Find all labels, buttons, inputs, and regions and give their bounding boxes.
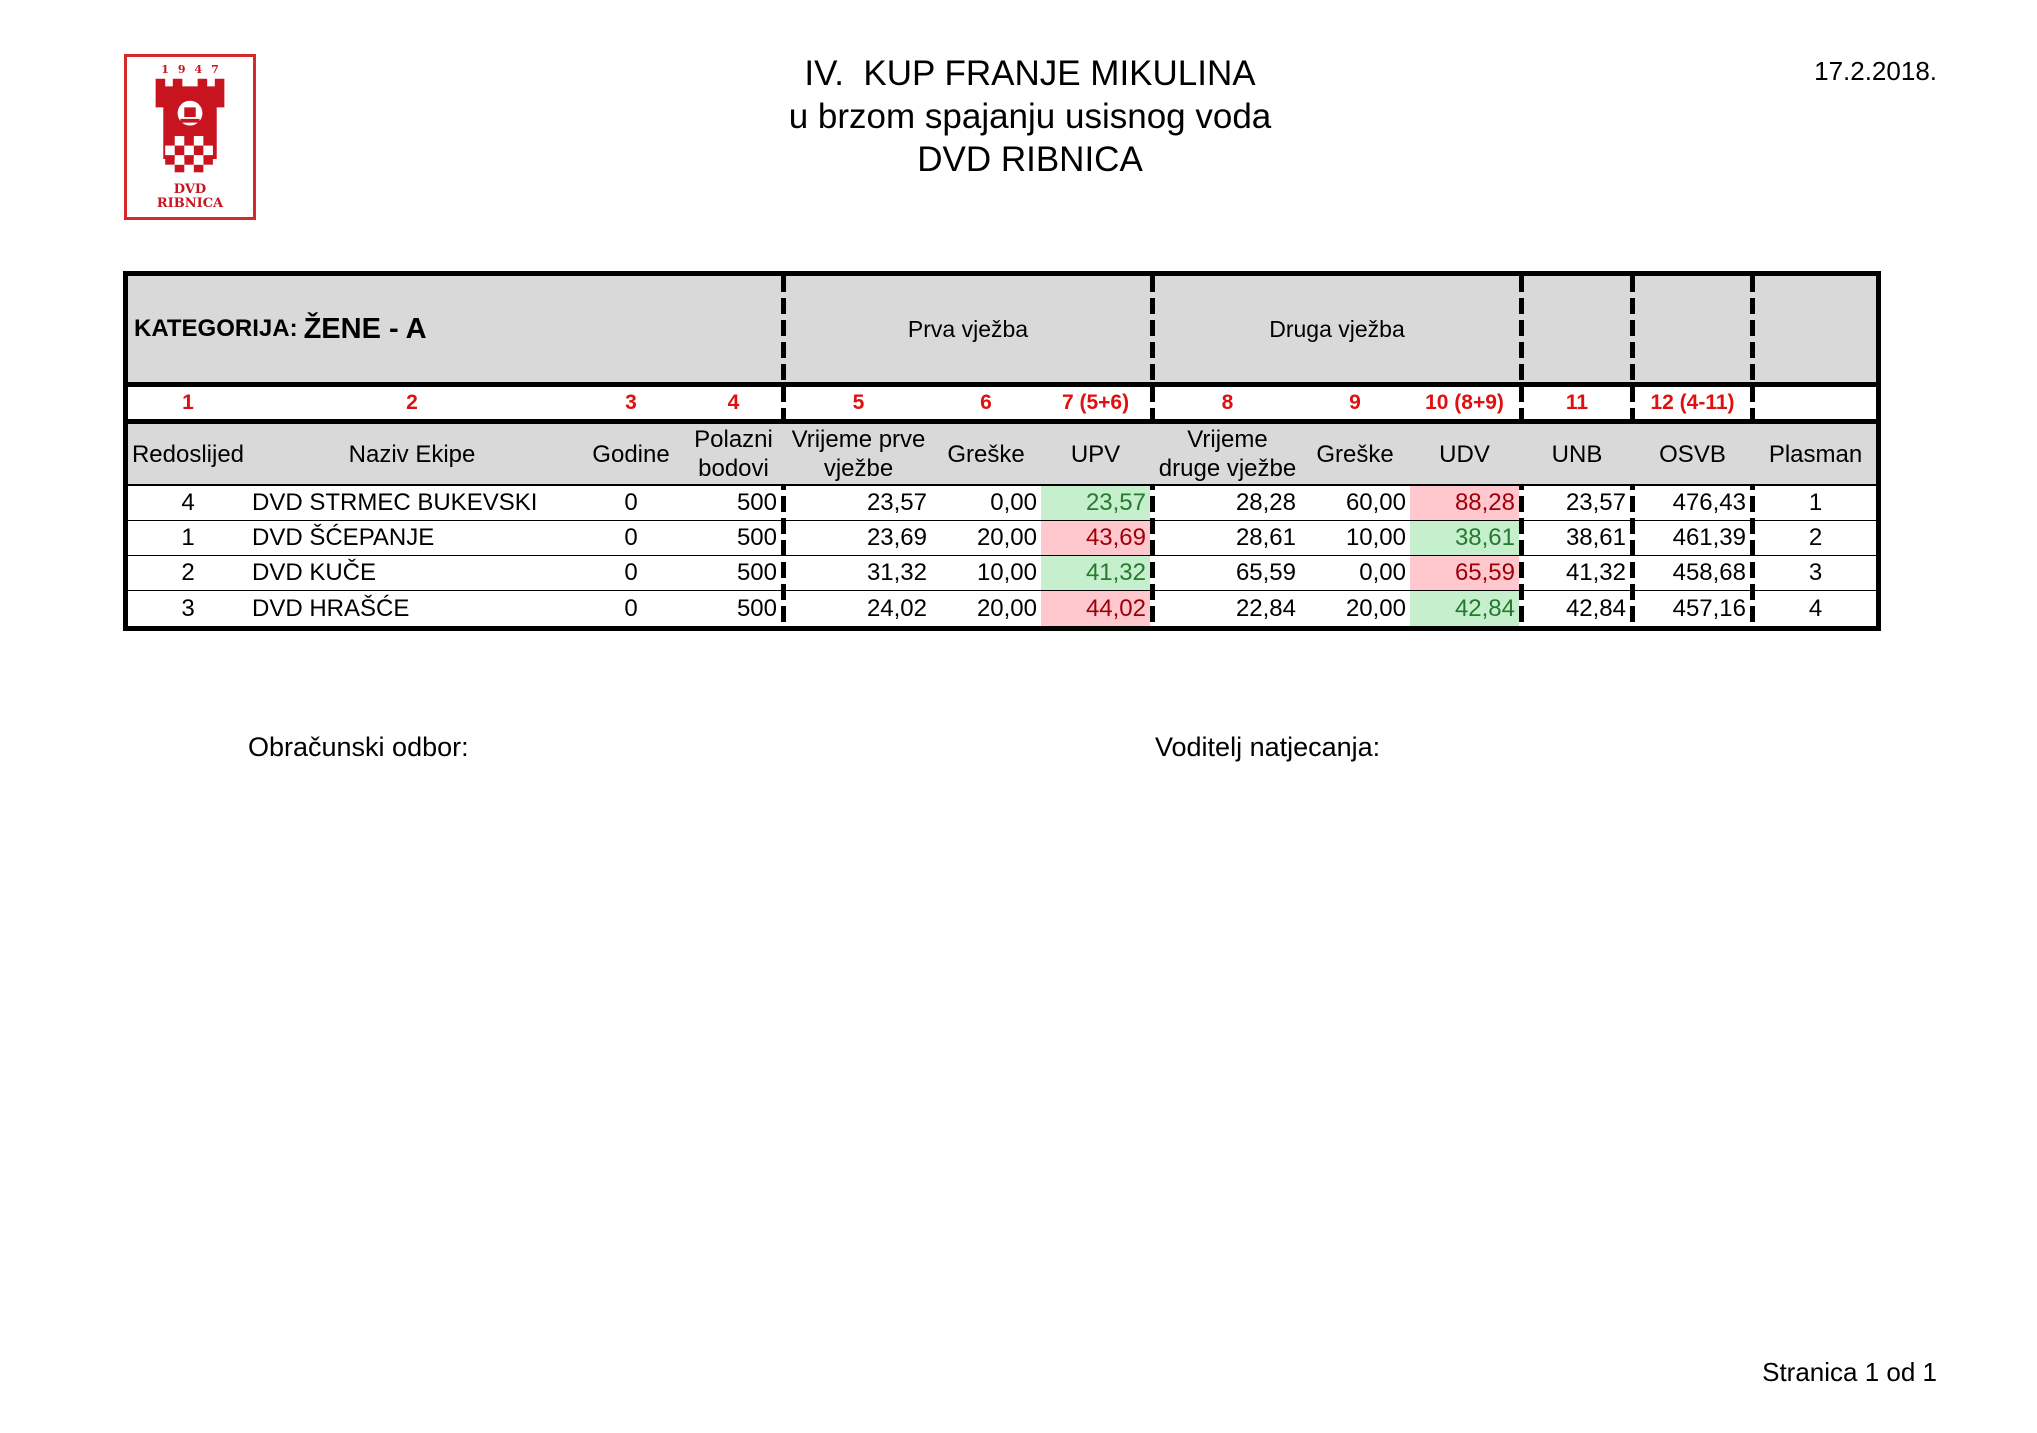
cell-vrijeme2: 28,61 (1235, 524, 1296, 551)
cell-vrijeme2: 65,59 (1235, 559, 1296, 586)
title-line3: DVD RIBNICA (917, 140, 1143, 179)
cell-vrijeme1: 24,02 (866, 594, 927, 622)
col-number-5: 5 (852, 391, 865, 414)
header-naziv-ekipe: Naziv Ekipe (348, 440, 476, 468)
header-udv: UDV (1439, 440, 1490, 468)
cell-greske1: 20,00 (976, 524, 1037, 551)
cell-upv: 44,02 (1041, 591, 1150, 626)
cell-udv: 38,61 (1410, 521, 1519, 555)
col-number-10: 10 (8+9) (1425, 391, 1504, 414)
header-unb: UNB (1551, 440, 1603, 468)
cell-polazni: 500 (736, 489, 777, 516)
cell-osvb: 476,43 (1672, 489, 1746, 516)
cell-vrijeme1: 23,57 (866, 489, 927, 516)
page-number: Stranica 1 od 1 (1762, 1357, 1937, 1387)
cell-upv: 41,32 (1041, 556, 1150, 590)
category-value: ŽENE - A (303, 312, 427, 345)
cell-osvb: 461,39 (1672, 524, 1746, 551)
cell-udv: 65,59 (1410, 556, 1519, 590)
cell-udv: 88,28 (1410, 486, 1519, 520)
header-greske-2: Greške (1316, 440, 1394, 468)
header-greske-1: Greške (947, 440, 1025, 468)
cell-redoslijed: 1 (181, 524, 195, 551)
results-table (123, 271, 1881, 631)
title-line1: IV. KUP FRANJE MIKULINA (804, 54, 1256, 93)
cell-unb: 42,84 (1565, 594, 1626, 622)
cell-udv: 42,84 (1410, 591, 1519, 626)
cell-vrijeme1: 23,69 (866, 524, 927, 551)
header-vrijeme-druge-line1: Vrijeme (1187, 426, 1268, 453)
col-number-7: 7 (5+6) (1061, 391, 1130, 414)
col-number-12: 12 (4-11) (1650, 391, 1735, 414)
cell-godine: 0 (624, 594, 638, 622)
cell-vrijeme2: 28,28 (1235, 489, 1296, 516)
cell-godine: 0 (624, 524, 638, 551)
category (128, 276, 778, 382)
cell-greske1: 0,00 (990, 489, 1037, 516)
logo-name-line2: RIBNICA (156, 196, 224, 211)
cell-naziv: DVD KUČE (252, 559, 377, 586)
cell-greske2: 10,00 (1345, 524, 1406, 551)
cell-upv: 23,57 (1041, 486, 1150, 520)
title-line2: u brzom spajanju usisnog voda (788, 97, 1272, 136)
category-label: KATEGORIJA: (134, 315, 298, 342)
cell-plasman: 4 (1808, 594, 1823, 622)
cell-polazni: 500 (736, 594, 777, 622)
group-druga-vjezba: Druga vježba (1269, 315, 1405, 342)
cell-naziv: DVD STRMEC BUKEVSKI (252, 489, 538, 516)
col-number-4: 4 (727, 391, 740, 414)
header-polazni-bodovi (686, 424, 781, 484)
cell-polazni: 500 (736, 559, 777, 586)
document-title (600, 52, 1460, 181)
cell-naziv: DVD HRAŠĆE (252, 594, 410, 622)
col-number-2: 2 (406, 391, 418, 414)
cell-osvb: 457,16 (1672, 594, 1746, 622)
col-number-3: 3 (625, 391, 637, 414)
cell-unb: 38,61 (1565, 524, 1626, 551)
header-vrijeme-druge-line2: druge vježbe (1158, 455, 1297, 482)
header-plasman: Plasman (1768, 440, 1863, 468)
cell-unb: 23,57 (1565, 489, 1626, 516)
header-godine: Godine (592, 440, 670, 468)
cell-greske2: 60,00 (1345, 489, 1406, 516)
cell-unb: 41,32 (1565, 559, 1626, 586)
cell-greske2: 0,00 (1359, 559, 1406, 586)
header-polazni-line1: Polazni (694, 426, 773, 453)
header-vrijeme-prve (786, 424, 931, 484)
cell-polazni: 500 (736, 524, 777, 551)
group-prva-vjezba: Prva vježba (907, 315, 1029, 342)
cell-osvb: 458,68 (1672, 559, 1746, 586)
cell-redoslijed: 4 (181, 489, 195, 516)
cell-greske1: 10,00 (976, 559, 1037, 586)
cell-naziv: DVD ŠĆEPANJE (252, 524, 435, 551)
header-polazni-line2: bodovi (698, 455, 769, 482)
cell-greske2: 20,00 (1345, 594, 1406, 622)
header-vrijeme-prve-line1: Vrijeme prve (791, 426, 926, 453)
cell-godine: 0 (624, 489, 638, 516)
col-number-11: 11 (1565, 391, 1589, 414)
header-redoslijed: Redoslijed (131, 440, 245, 468)
header-upv: UPV (1070, 440, 1121, 468)
cell-vrijeme1: 31,32 (866, 559, 927, 586)
cell-redoslijed: 3 (181, 594, 195, 622)
cell-plasman: 1 (1808, 489, 1823, 516)
header-osvb: OSVB (1659, 440, 1726, 468)
document-date: 17.2.2018. (1814, 56, 1937, 86)
cell-plasman: 2 (1808, 524, 1823, 551)
cell-redoslijed: 2 (181, 559, 195, 586)
header-vrijeme-druge (1155, 424, 1300, 484)
cell-plasman: 3 (1808, 559, 1823, 586)
col-number-8: 8 (1221, 391, 1234, 414)
header-vrijeme-prve-line2: vježbe (823, 455, 894, 482)
col-number-9: 9 (1349, 391, 1361, 414)
col-number-6: 6 (980, 391, 992, 414)
signature-obracunski-odbor: Obračunski odbor: (248, 732, 469, 762)
cell-godine: 0 (624, 559, 638, 586)
col-number-1: 1 (182, 391, 194, 414)
logo-year: 1947 (161, 63, 228, 76)
signature-voditelj-natjecanja: Voditelj natjecanja: (1155, 732, 1381, 762)
cell-vrijeme2: 22,84 (1235, 594, 1296, 622)
cell-upv: 43,69 (1041, 521, 1150, 555)
logo-name-line1: DVD (173, 182, 207, 197)
cell-greske1: 20,00 (976, 594, 1037, 622)
dvd-ribnica-logo (124, 54, 256, 220)
